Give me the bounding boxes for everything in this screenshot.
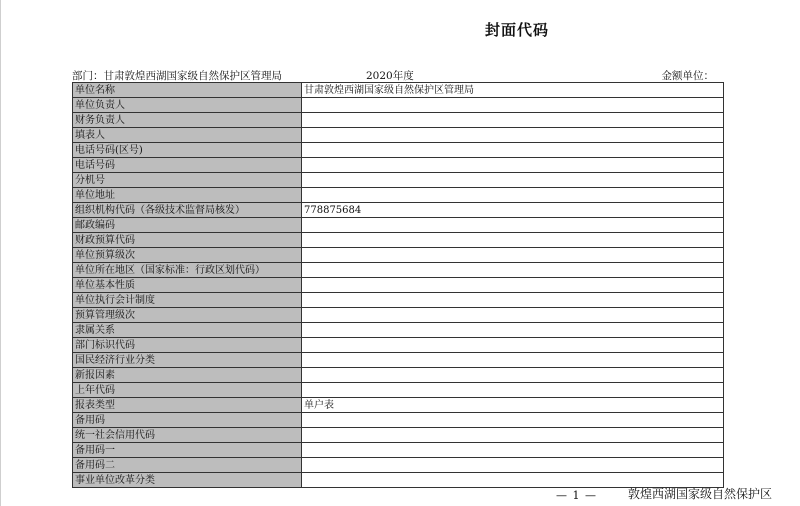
table-row [73, 248, 724, 263]
table-row [73, 218, 724, 233]
field-label: 电话号码(区号) [73, 143, 302, 158]
field-label: 上年代码 [73, 383, 302, 398]
field-label: 预算管理级次 [73, 308, 302, 323]
table-row [73, 443, 724, 458]
field-value [302, 383, 724, 398]
field-value [302, 158, 724, 173]
field-label: 邮政编码 [73, 218, 302, 233]
field-value: 甘肃敦煌西湖国家级自然保护区管理局 [302, 83, 724, 98]
table-row [73, 263, 724, 278]
table-row [73, 323, 724, 338]
field-value [302, 173, 724, 188]
field-value [302, 368, 724, 383]
table-row [73, 113, 724, 128]
table-row [73, 293, 724, 308]
table-row [73, 203, 724, 218]
department-label: 部门：甘肃敦煌西湖国家级自然保护区管理局 [72, 70, 282, 82]
field-value [302, 413, 724, 428]
field-value [302, 128, 724, 143]
field-label: 单位所在地区（国家标准：行政区划代码） [73, 263, 302, 278]
table-row [73, 368, 724, 383]
field-value [302, 188, 724, 203]
table-row [73, 308, 724, 323]
report-meta-row [72, 68, 724, 82]
page-left-edge [0, 0, 1, 506]
table-row [73, 233, 724, 248]
table-row [73, 128, 724, 143]
table-row [73, 353, 724, 368]
table-row [73, 473, 724, 488]
table-row [73, 98, 724, 113]
field-value [302, 458, 724, 473]
table-row [73, 188, 724, 203]
field-label: 财政预算代码 [73, 233, 302, 248]
field-value [302, 443, 724, 458]
field-value: 单户表 [302, 398, 724, 413]
table-row [73, 458, 724, 473]
amount-unit-label: 金额单位： [661, 70, 714, 82]
field-label: 分机号 [73, 173, 302, 188]
table-row [73, 383, 724, 398]
field-label: 备用码 [73, 413, 302, 428]
field-label: 单位预算级次 [73, 248, 302, 263]
table-row [73, 83, 724, 98]
table-row [73, 143, 724, 158]
field-label: 隶属关系 [73, 323, 302, 338]
table-row [73, 173, 724, 188]
page-title: 封面代码 [484, 21, 549, 39]
cover-code-table [72, 82, 724, 488]
field-label: 填表人 [73, 128, 302, 143]
field-label: 电话号码 [73, 158, 302, 173]
field-label: 单位负责人 [73, 98, 302, 113]
field-label: 部门标识代码 [73, 338, 302, 353]
table-row [73, 398, 724, 413]
page-number: — 1 — [556, 489, 597, 502]
field-label: 统一社会信用代码 [73, 428, 302, 443]
organization-footer: 敦煌西湖国家级自然保护区 [628, 487, 773, 501]
field-label: 财务负责人 [73, 113, 302, 128]
field-label: 单位执行会计制度 [73, 293, 302, 308]
table-row [73, 158, 724, 173]
field-value [302, 353, 724, 368]
fiscal-year-label: 2020年度 [366, 70, 414, 82]
field-value [302, 428, 724, 443]
cover-code-table-body [73, 83, 724, 488]
field-value [302, 98, 724, 113]
field-value [302, 293, 724, 308]
field-value [302, 113, 724, 128]
table-row [73, 278, 724, 293]
field-label: 报表类型 [73, 398, 302, 413]
field-label: 单位名称 [73, 83, 302, 98]
field-value [302, 143, 724, 158]
field-label: 单位地址 [73, 188, 302, 203]
field-label: 备用码一 [73, 443, 302, 458]
field-value [302, 218, 724, 233]
field-value [302, 263, 724, 278]
table-row [73, 428, 724, 443]
field-value [302, 248, 724, 263]
field-value [302, 233, 724, 248]
field-value [302, 308, 724, 323]
table-row [73, 413, 724, 428]
field-label: 备用码二 [73, 458, 302, 473]
field-label: 事业单位改革分类 [73, 473, 302, 488]
field-value [302, 278, 724, 293]
field-label: 新报因素 [73, 368, 302, 383]
field-label: 国民经济行业分类 [73, 353, 302, 368]
field-label: 组织机构代码（各级技术监督局核发） [73, 203, 302, 218]
field-value [302, 323, 724, 338]
table-row [73, 338, 724, 353]
field-value [302, 338, 724, 353]
field-value: 778875684 [302, 203, 724, 218]
field-label: 单位基本性质 [73, 278, 302, 293]
